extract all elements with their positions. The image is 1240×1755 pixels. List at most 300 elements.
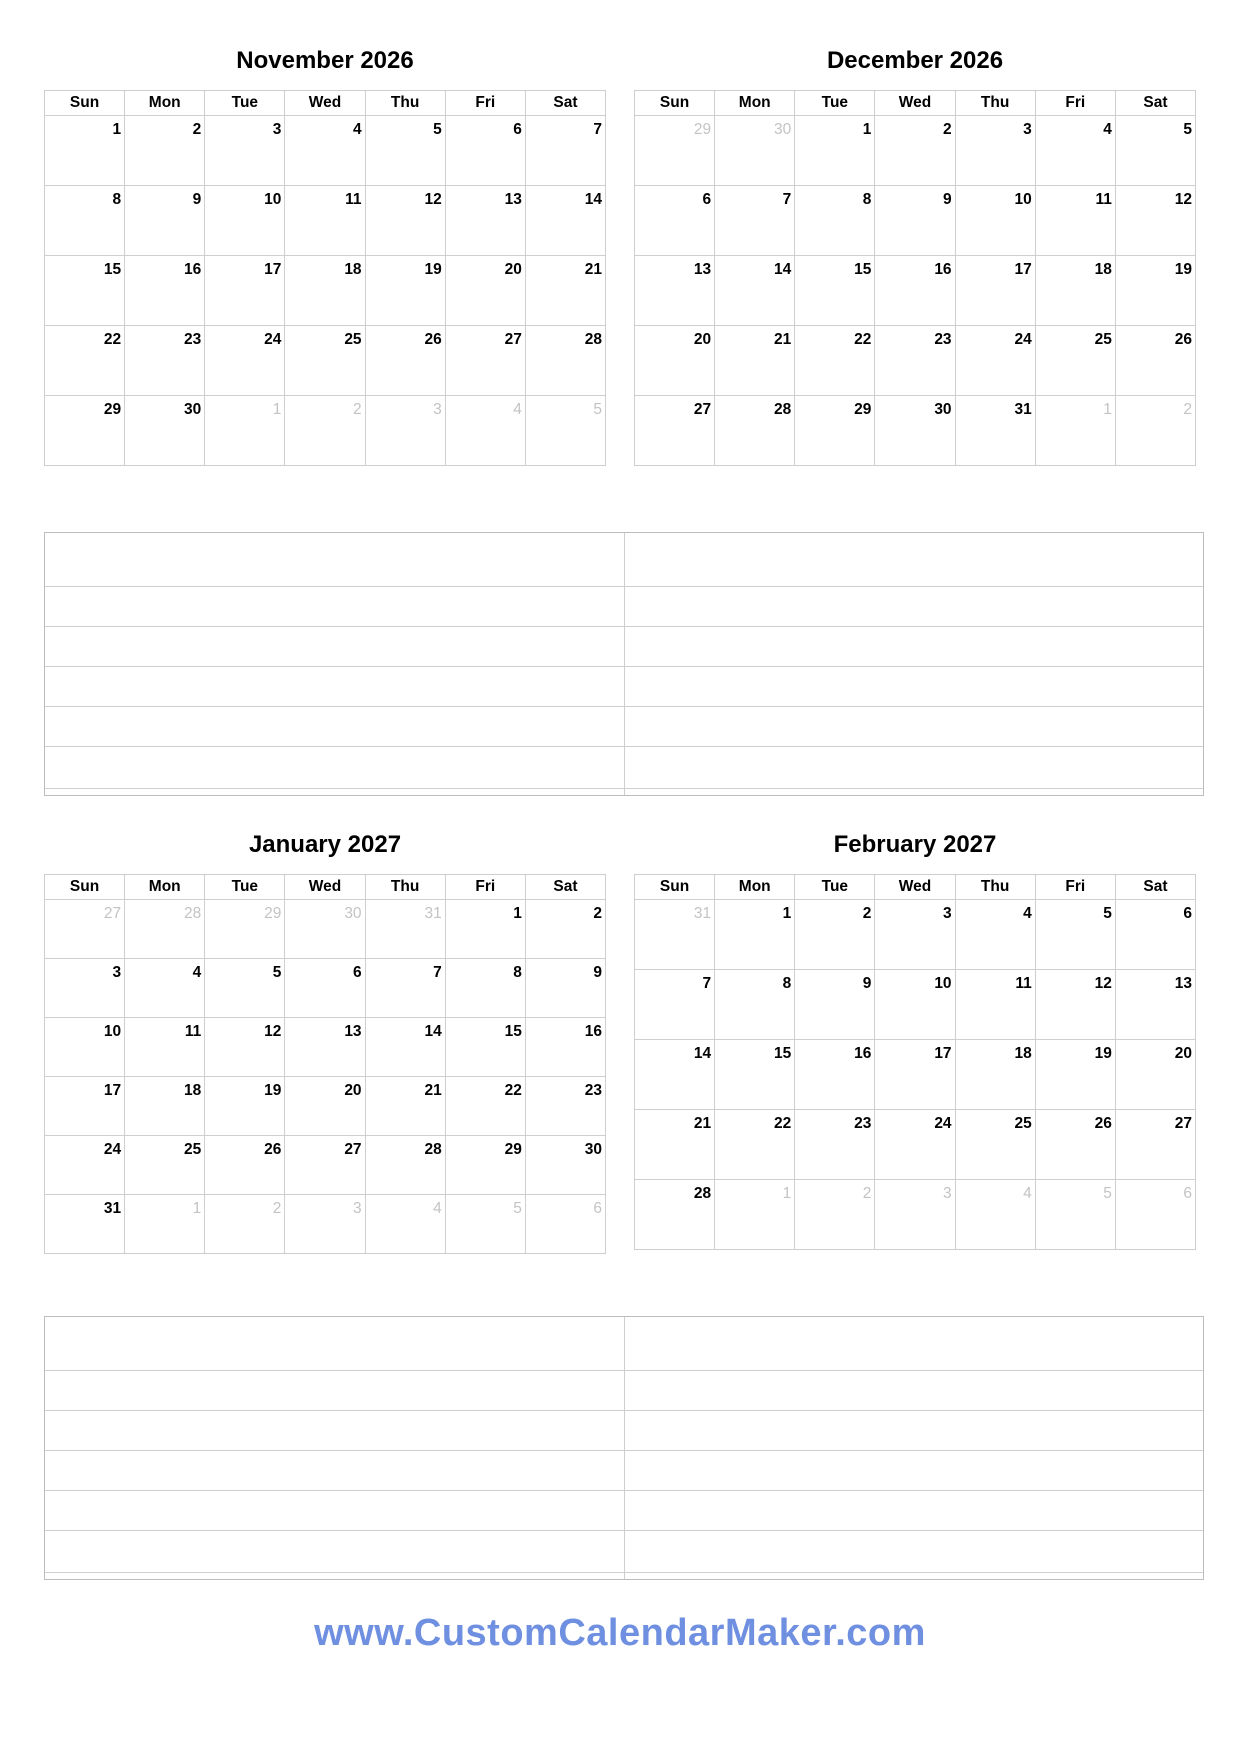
day-number: 17	[103, 1082, 122, 1099]
day-cell[interactable]	[955, 116, 1035, 186]
day-number: 3	[433, 401, 442, 418]
day-cell-other-month[interactable]	[125, 1195, 205, 1254]
day-number: 26	[424, 331, 442, 348]
day-number: 17	[934, 1045, 952, 1062]
day-cell[interactable]	[45, 396, 125, 466]
day-cell[interactable]	[955, 256, 1035, 326]
notes-line	[45, 746, 1203, 747]
day-cell-other-month[interactable]	[205, 900, 285, 959]
month-title: January 2027	[248, 831, 402, 858]
day-cell[interactable]	[445, 1136, 525, 1195]
week-row	[635, 900, 1196, 970]
day-cell[interactable]	[365, 326, 445, 396]
day-cell[interactable]	[525, 1136, 605, 1195]
day-cell[interactable]	[715, 900, 795, 970]
day-number: 22	[504, 1082, 522, 1099]
weekday-header-sun: Sun	[45, 875, 125, 900]
week-row	[635, 1180, 1196, 1250]
day-cell[interactable]	[955, 900, 1035, 970]
day-cell[interactable]	[1035, 1110, 1115, 1180]
day-cell[interactable]	[635, 186, 715, 256]
day-number: 4	[352, 121, 362, 138]
day-cell-other-month[interactable]	[1035, 396, 1115, 466]
day-number: 13	[1174, 975, 1192, 992]
day-number: 6	[1183, 1185, 1192, 1202]
day-number: 12	[1094, 975, 1112, 992]
weekday-header-thu: Thu	[365, 91, 445, 116]
day-number: 29	[504, 1141, 522, 1158]
day-cell[interactable]	[1035, 186, 1115, 256]
day-number: 31	[693, 905, 712, 922]
day-number: 23	[184, 331, 202, 348]
day-cell[interactable]	[445, 186, 525, 256]
notes-line	[45, 706, 1203, 707]
month-grid	[44, 90, 606, 466]
day-cell[interactable]	[125, 1136, 205, 1195]
day-cell[interactable]	[635, 396, 715, 466]
day-cell[interactable]	[1115, 1110, 1195, 1180]
day-number: 26	[1174, 331, 1192, 348]
day-number: 25	[1094, 331, 1112, 348]
day-cell[interactable]	[525, 1018, 605, 1077]
day-cell[interactable]	[875, 396, 955, 466]
day-cell-other-month[interactable]	[45, 900, 125, 959]
day-cell-other-month[interactable]	[715, 116, 795, 186]
day-number: 28	[424, 1141, 442, 1158]
day-cell[interactable]	[715, 186, 795, 256]
day-cell[interactable]	[525, 326, 605, 396]
day-cell[interactable]	[285, 186, 365, 256]
day-cell[interactable]	[1035, 326, 1115, 396]
day-cell[interactable]	[525, 116, 605, 186]
day-cell[interactable]	[285, 1136, 365, 1195]
notes-line	[45, 586, 1203, 587]
day-number: 5	[513, 1200, 522, 1217]
day-cell[interactable]	[1035, 900, 1115, 970]
notes-area-bottom	[44, 1316, 1204, 1580]
day-number: 6	[702, 191, 712, 208]
day-cell-other-month[interactable]	[715, 1180, 795, 1250]
day-number: 13	[344, 1023, 362, 1040]
day-number: 3	[942, 905, 952, 922]
day-cell[interactable]	[525, 186, 605, 256]
day-cell[interactable]	[285, 1077, 365, 1136]
day-cell-other-month[interactable]	[365, 396, 445, 466]
day-number: 13	[504, 191, 522, 208]
day-cell[interactable]	[875, 186, 955, 256]
day-cell-other-month[interactable]	[875, 1180, 955, 1250]
day-cell[interactable]	[1115, 186, 1195, 256]
day-number: 19	[1094, 1045, 1112, 1062]
weekday-header-tue: Tue	[205, 875, 285, 900]
day-cell[interactable]	[125, 1077, 205, 1136]
day-number: 6	[513, 121, 522, 138]
day-number: 18	[184, 1082, 202, 1099]
day-number: 24	[264, 331, 282, 348]
week-row	[45, 1195, 606, 1254]
day-number: 4	[1023, 1185, 1032, 1202]
day-cell[interactable]	[365, 116, 445, 186]
notes-line	[45, 666, 1203, 667]
day-cell[interactable]	[285, 1018, 365, 1077]
day-cell[interactable]	[795, 326, 875, 396]
week-row	[635, 970, 1196, 1040]
day-number: 16	[934, 261, 952, 278]
day-cell-other-month[interactable]	[205, 1195, 285, 1254]
day-cell-other-month[interactable]	[205, 396, 285, 466]
day-cell[interactable]	[285, 256, 365, 326]
day-number: 4	[433, 1200, 442, 1217]
day-cell[interactable]	[795, 970, 875, 1040]
day-number: 29	[103, 401, 122, 418]
day-cell[interactable]	[795, 256, 875, 326]
day-cell-other-month[interactable]	[285, 900, 365, 959]
day-cell[interactable]	[285, 116, 365, 186]
notes-line	[45, 1490, 1203, 1491]
day-cell[interactable]	[1115, 1040, 1195, 1110]
day-cell[interactable]	[45, 1136, 125, 1195]
day-number: 15	[774, 1045, 792, 1062]
day-cell[interactable]	[635, 1110, 715, 1180]
day-cell[interactable]	[875, 900, 955, 970]
day-number: 2	[352, 401, 362, 418]
day-cell-other-month[interactable]	[1115, 396, 1195, 466]
day-number: 9	[192, 191, 202, 208]
day-cell[interactable]	[715, 1110, 795, 1180]
day-cell[interactable]	[1035, 970, 1115, 1040]
day-number: 20	[504, 261, 522, 278]
day-cell[interactable]	[445, 256, 525, 326]
day-number: 19	[424, 261, 442, 278]
notes-column-divider	[624, 533, 625, 795]
day-cell[interactable]	[795, 186, 875, 256]
day-cell[interactable]	[285, 959, 365, 1018]
day-cell[interactable]	[125, 1018, 205, 1077]
day-cell[interactable]	[955, 1040, 1035, 1110]
day-number: 1	[192, 1200, 202, 1217]
notes-line	[45, 788, 1203, 789]
day-number: 18	[1014, 1045, 1032, 1062]
day-cell[interactable]	[795, 396, 875, 466]
day-cell[interactable]	[45, 1077, 125, 1136]
day-cell[interactable]	[635, 1040, 715, 1110]
day-cell-other-month[interactable]	[525, 1195, 605, 1254]
day-cell[interactable]	[45, 1195, 125, 1254]
day-number: 18	[344, 261, 362, 278]
notes-line	[45, 626, 1203, 627]
day-cell[interactable]	[45, 116, 125, 186]
day-cell[interactable]	[635, 1180, 715, 1250]
day-number: 23	[934, 331, 952, 348]
weekday-header-mon: Mon	[125, 91, 205, 116]
day-number: 16	[584, 1023, 602, 1040]
day-cell[interactable]	[955, 326, 1035, 396]
day-cell-other-month[interactable]	[635, 116, 715, 186]
weekday-header-tue: Tue	[795, 875, 875, 900]
week-row	[45, 959, 606, 1018]
weekday-header-fri: Fri	[445, 875, 525, 900]
day-number: 13	[693, 261, 712, 278]
day-number: 1	[862, 121, 872, 138]
day-cell[interactable]	[125, 116, 205, 186]
day-cell-other-month[interactable]	[525, 396, 605, 466]
weekday-header-thu: Thu	[365, 875, 445, 900]
day-cell[interactable]	[445, 116, 525, 186]
day-cell[interactable]	[795, 1110, 875, 1180]
month-title: February 2027	[833, 831, 997, 858]
day-number: 2	[593, 905, 602, 922]
day-cell[interactable]	[125, 186, 205, 256]
day-cell-other-month[interactable]	[125, 900, 205, 959]
notes-line	[45, 1530, 1203, 1531]
day-number: 9	[593, 964, 602, 981]
day-number: 5	[1103, 1185, 1112, 1202]
day-number: 2	[272, 1200, 282, 1217]
day-cell[interactable]	[875, 256, 955, 326]
day-number: 26	[1094, 1115, 1112, 1132]
day-cell[interactable]	[1115, 970, 1195, 1040]
day-number: 28	[584, 331, 602, 348]
day-number: 22	[103, 331, 122, 348]
day-cell[interactable]	[365, 959, 445, 1018]
day-number: 5	[1183, 121, 1192, 138]
weekday-header-sat: Sat	[525, 875, 605, 900]
day-cell[interactable]	[45, 256, 125, 326]
day-number: 8	[112, 191, 122, 208]
day-number: 12	[424, 191, 442, 208]
day-cell[interactable]	[205, 959, 285, 1018]
day-number: 8	[782, 975, 792, 992]
day-number: 7	[702, 975, 712, 992]
day-number: 8	[862, 191, 872, 208]
week-row	[635, 186, 1196, 256]
day-number: 1	[513, 905, 522, 922]
day-cell[interactable]	[795, 900, 875, 970]
day-cell[interactable]	[1115, 256, 1195, 326]
day-cell[interactable]	[1115, 116, 1195, 186]
day-number: 29	[264, 905, 282, 922]
day-number: 21	[584, 261, 602, 278]
day-number: 20	[693, 331, 712, 348]
notes-area-top	[44, 532, 1204, 796]
day-number: 10	[934, 975, 952, 992]
day-number: 8	[513, 964, 522, 981]
week-row	[45, 900, 606, 959]
day-number: 7	[782, 191, 792, 208]
weekday-header-tue: Tue	[795, 91, 875, 116]
day-number: 1	[112, 121, 122, 138]
day-number: 10	[264, 191, 282, 208]
day-cell[interactable]	[205, 326, 285, 396]
day-number: 1	[272, 401, 282, 418]
day-number: 9	[862, 975, 872, 992]
day-number: 23	[854, 1115, 872, 1132]
day-cell[interactable]	[205, 116, 285, 186]
day-number: 5	[1103, 905, 1112, 922]
day-cell-other-month[interactable]	[285, 396, 365, 466]
day-number: 22	[854, 331, 872, 348]
notes-line	[45, 1410, 1203, 1411]
day-number: 4	[1023, 905, 1032, 922]
day-cell[interactable]	[795, 1040, 875, 1110]
day-number: 20	[344, 1082, 362, 1099]
day-number: 25	[1014, 1115, 1032, 1132]
day-cell[interactable]	[635, 326, 715, 396]
day-cell[interactable]	[875, 1040, 955, 1110]
day-number: 17	[264, 261, 282, 278]
day-cell-other-month[interactable]	[635, 900, 715, 970]
day-cell[interactable]	[875, 116, 955, 186]
day-number: 27	[1174, 1115, 1192, 1132]
week-row	[45, 1077, 606, 1136]
weekday-header-thu: Thu	[955, 91, 1035, 116]
day-number: 3	[1023, 121, 1032, 138]
day-number: 7	[433, 964, 442, 981]
day-cell[interactable]	[125, 326, 205, 396]
day-cell-other-month[interactable]	[365, 1195, 445, 1254]
week-row	[45, 116, 606, 186]
day-number: 28	[693, 1185, 712, 1202]
day-cell-other-month[interactable]	[1035, 1180, 1115, 1250]
day-number: 24	[1014, 331, 1032, 348]
day-cell[interactable]	[205, 186, 285, 256]
day-cell[interactable]	[1115, 326, 1195, 396]
day-cell-other-month[interactable]	[445, 396, 525, 466]
day-number: 19	[264, 1082, 282, 1099]
day-cell[interactable]	[365, 256, 445, 326]
day-number: 2	[1183, 401, 1192, 418]
weekday-header-sat: Sat	[1115, 91, 1195, 116]
day-cell[interactable]	[715, 256, 795, 326]
day-number: 23	[584, 1082, 602, 1099]
day-cell[interactable]	[1035, 116, 1115, 186]
day-cell[interactable]	[715, 1040, 795, 1110]
day-cell[interactable]	[795, 116, 875, 186]
day-cell[interactable]	[205, 256, 285, 326]
day-cell[interactable]	[1035, 1040, 1115, 1110]
day-number: 3	[942, 1185, 952, 1202]
day-number: 31	[424, 905, 442, 922]
day-number: 21	[774, 331, 792, 348]
day-cell[interactable]	[875, 970, 955, 1040]
day-cell[interactable]	[125, 256, 205, 326]
day-number: 28	[184, 905, 202, 922]
day-cell[interactable]	[1115, 900, 1195, 970]
day-cell[interactable]	[125, 959, 205, 1018]
weekday-header-fri: Fri	[1035, 91, 1115, 116]
day-cell[interactable]	[715, 970, 795, 1040]
weekday-header-sun: Sun	[635, 875, 715, 900]
day-cell[interactable]	[365, 1136, 445, 1195]
day-cell-other-month[interactable]	[1115, 1180, 1195, 1250]
day-cell[interactable]	[525, 1077, 605, 1136]
month-grid	[634, 874, 1196, 1250]
week-row	[45, 1018, 606, 1077]
day-cell[interactable]	[285, 326, 365, 396]
day-number: 27	[693, 401, 712, 418]
day-cell[interactable]	[45, 959, 125, 1018]
day-number: 12	[264, 1023, 282, 1040]
day-cell-other-month[interactable]	[955, 1180, 1035, 1250]
day-cell[interactable]	[205, 1018, 285, 1077]
day-number: 29	[854, 401, 872, 418]
day-number: 15	[854, 261, 872, 278]
day-number: 30	[774, 121, 792, 138]
day-number: 14	[693, 1045, 712, 1062]
day-cell[interactable]	[445, 959, 525, 1018]
week-row	[635, 326, 1196, 396]
day-cell[interactable]	[875, 326, 955, 396]
day-cell[interactable]	[955, 1110, 1035, 1180]
day-cell-other-month[interactable]	[285, 1195, 365, 1254]
day-cell[interactable]	[125, 396, 205, 466]
day-number: 2	[862, 905, 872, 922]
day-cell[interactable]	[525, 256, 605, 326]
day-cell-other-month[interactable]	[795, 1180, 875, 1250]
website-link[interactable]: www.CustomCalendarMaker.com	[314, 1612, 926, 1654]
day-cell[interactable]	[715, 396, 795, 466]
day-number: 2	[192, 121, 202, 138]
day-cell[interactable]	[445, 1077, 525, 1136]
day-number: 30	[184, 401, 202, 418]
day-cell[interactable]	[525, 900, 605, 959]
day-number: 16	[854, 1045, 872, 1062]
day-number: 14	[424, 1023, 442, 1040]
day-cell[interactable]	[1035, 256, 1115, 326]
day-cell[interactable]	[955, 396, 1035, 466]
day-cell[interactable]	[45, 186, 125, 256]
weekday-header-mon: Mon	[125, 875, 205, 900]
day-number: 2	[862, 1185, 872, 1202]
day-number: 20	[1174, 1045, 1192, 1062]
day-cell[interactable]	[445, 900, 525, 959]
week-row	[635, 116, 1196, 186]
day-number: 22	[774, 1115, 792, 1132]
day-cell[interactable]	[365, 1077, 445, 1136]
day-number: 11	[1015, 975, 1032, 992]
day-cell[interactable]	[445, 326, 525, 396]
week-row	[635, 1040, 1196, 1110]
day-cell[interactable]	[955, 970, 1035, 1040]
day-number: 27	[504, 331, 522, 348]
notes-column-divider	[624, 1317, 625, 1579]
day-cell[interactable]	[635, 970, 715, 1040]
week-row	[45, 396, 606, 466]
day-cell[interactable]	[955, 186, 1035, 256]
day-cell[interactable]	[365, 186, 445, 256]
day-cell[interactable]	[45, 326, 125, 396]
day-cell[interactable]	[875, 1110, 955, 1180]
weekday-header-wed: Wed	[285, 91, 365, 116]
day-number: 6	[352, 964, 362, 981]
day-cell-other-month[interactable]	[365, 900, 445, 959]
weekday-header-fri: Fri	[1035, 875, 1115, 900]
day-cell[interactable]	[45, 1018, 125, 1077]
day-cell[interactable]	[715, 326, 795, 396]
day-cell-other-month[interactable]	[445, 1195, 525, 1254]
day-number: 11	[1095, 191, 1112, 208]
week-row	[635, 256, 1196, 326]
day-cell[interactable]	[635, 256, 715, 326]
day-cell[interactable]	[525, 959, 605, 1018]
day-cell[interactable]	[205, 1136, 285, 1195]
day-number: 10	[103, 1023, 122, 1040]
day-cell[interactable]	[445, 1018, 525, 1077]
day-cell[interactable]	[205, 1077, 285, 1136]
day-number: 15	[103, 261, 122, 278]
day-number: 14	[584, 191, 602, 208]
day-cell[interactable]	[365, 1018, 445, 1077]
